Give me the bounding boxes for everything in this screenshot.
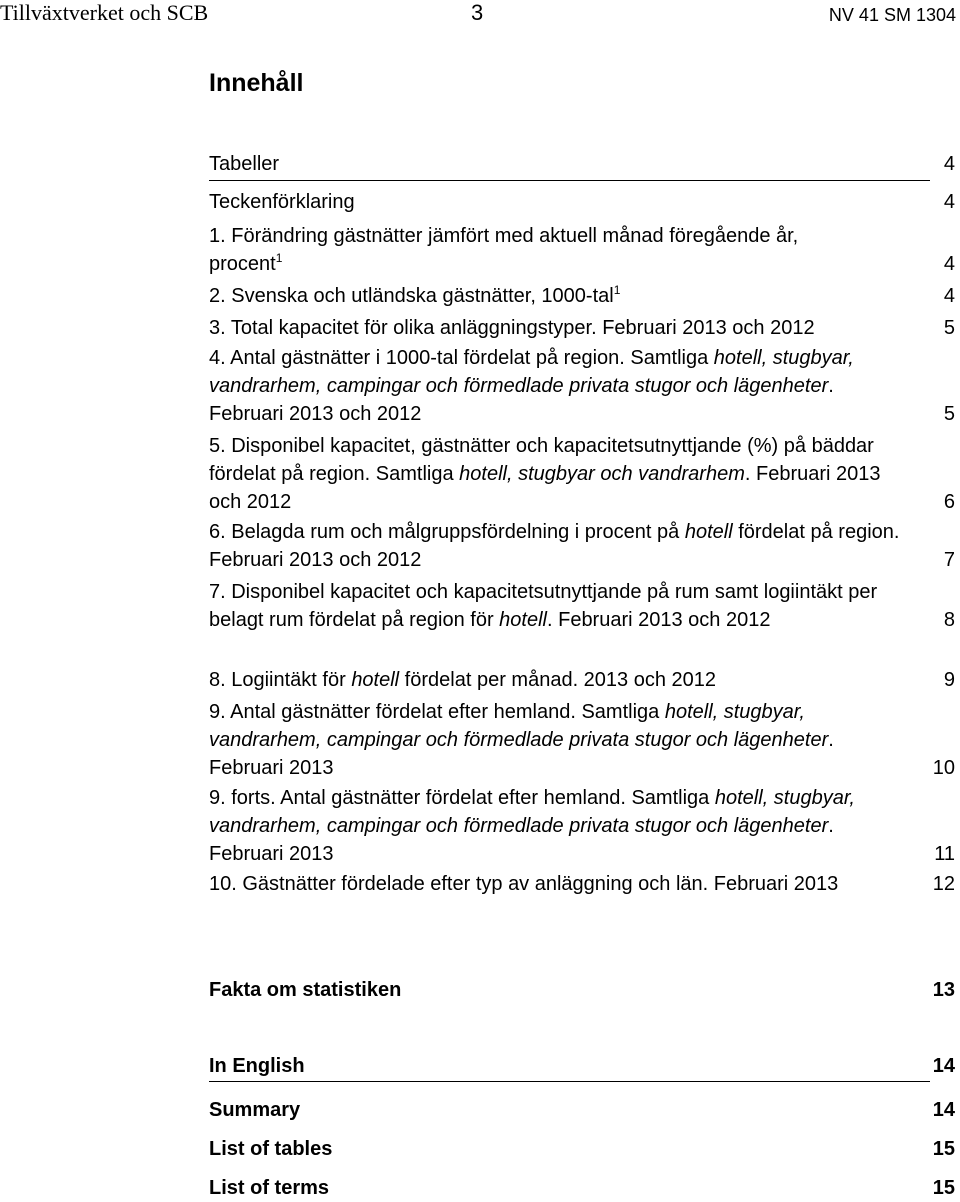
toc-entry-text: 7. Disponibel kapacitet och kapacitetsutnyttjande på rum samt logiintäkt per belagt rum fördelat på region för: [209, 581, 878, 631]
toc-entry[interactable]: [209, 432, 955, 516]
toc-entry-text-italic: hotell: [499, 609, 547, 631]
toc-entry-text: fördelat på region. Februari 2013 och 2012: [209, 521, 900, 571]
toc-page-number: 11: [934, 843, 955, 865]
toc-entry-text: 1. Förändring gästnätter jämfört med aktuell månad föregående år, procent: [209, 225, 799, 275]
toc-entry-text: . Februari 2013: [209, 729, 834, 779]
toc-page-number: 15: [932, 1138, 955, 1160]
toc-section-list-of-tables[interactable]: [209, 1135, 955, 1163]
toc-entry-text: . Februari 2013 och 2012: [209, 463, 881, 513]
toc-page-number: 8: [943, 609, 955, 631]
toc-section-label: List of tables: [209, 1138, 333, 1160]
toc-page-number: 12: [932, 873, 955, 895]
toc-entry-text: 9. forts. Antal gästnätter fördelat efter hemland. Samtliga: [209, 787, 715, 809]
toc-entry-text-italic: hotell: [684, 521, 733, 543]
header-left: Tillväxtverket och SCB: [0, 0, 209, 25]
toc-page-number: 4: [943, 153, 955, 175]
header-right: NV 41 SM 1304: [828, 5, 956, 25]
toc-entry[interactable]: [209, 344, 955, 428]
toc-entry-text: 3. Total kapacitet för olika anläggningstyper. Februari 2013 och 2012: [209, 317, 815, 339]
toc-entry-text: 4. Antal gästnätter i 1000-tal fördelat på region. Samtliga: [209, 347, 714, 369]
toc-section-english[interactable]: [209, 1052, 955, 1080]
toc-entry-text: 9. Antal gästnätter fördelat efter hemland. Samtliga: [209, 701, 665, 723]
toc-page-number: 4: [943, 253, 955, 275]
toc-entry-text: Teckenförklaring: [209, 191, 355, 213]
toc-entry[interactable]: [209, 870, 955, 898]
toc-entry-text: 8. Logiintäkt för: [209, 669, 352, 691]
section-divider: [209, 180, 930, 181]
toc-page-number: 4: [943, 191, 955, 213]
toc-page-number: 10: [932, 757, 955, 779]
header-page-number: 3: [471, 0, 484, 25]
toc-page-number: 4: [943, 285, 955, 307]
toc-entry[interactable]: [209, 784, 955, 868]
toc-entry-text-italic: hotell, stugbyar, vandrarhem, campingar och förmedlade privata stugor och lägenheter: [209, 787, 855, 837]
toc-page-number: 13: [932, 979, 955, 1001]
toc-section-label: In English: [209, 1055, 305, 1077]
toc-section-label: Summary: [209, 1099, 301, 1121]
toc-section-list-of-terms[interactable]: [209, 1174, 955, 1202]
toc-entry[interactable]: [209, 698, 955, 782]
toc-entry[interactable]: [209, 666, 955, 694]
toc-entry-text: . Februari 2013 och 2012: [209, 375, 834, 425]
toc-entry[interactable]: [209, 188, 955, 216]
toc-page-number: 15: [932, 1177, 955, 1199]
toc-section-label: Fakta om statistiken: [209, 979, 402, 1001]
toc-entry-text: . Februari 2013: [209, 815, 834, 865]
toc-entry-text: . Februari 2013 och 2012: [546, 609, 771, 631]
toc-entry-text: 6. Belagda rum och målgruppsfördelning i procent på: [209, 521, 685, 543]
page-title: Innehåll: [209, 69, 304, 97]
toc-entry[interactable]: [209, 578, 955, 634]
toc-entry[interactable]: [209, 222, 955, 278]
toc-entry-text: 10. Gästnätter fördelade efter typ av anläggning och län. Februari 2013: [209, 873, 839, 895]
toc-page-number: 6: [943, 491, 955, 513]
toc-page-number: 5: [943, 403, 955, 425]
toc-entry-text: 2. Svenska och utländska gästnätter, 1000-tal: [209, 285, 614, 307]
footnote-marker: 1: [275, 251, 283, 265]
toc-page-number: 7: [943, 549, 955, 571]
toc-page-number: 5: [943, 317, 955, 339]
toc-page-number: 14: [932, 1099, 955, 1121]
toc-entry-text-italic: hotell, stugbyar, vandrarhem, campingar och förmedlade privata stugor och lägenheter: [209, 701, 829, 751]
toc-page-number: 14: [932, 1055, 955, 1077]
toc-section-label: List of terms: [209, 1177, 330, 1199]
toc-entry[interactable]: [209, 282, 955, 310]
toc-entry[interactable]: [209, 314, 955, 342]
toc-section-tabeller[interactable]: [209, 150, 955, 178]
toc-entry-text: fördelat per månad. 2013 och 2012: [399, 669, 717, 691]
toc-section-summary[interactable]: [209, 1096, 955, 1124]
toc-page-number: 9: [943, 669, 955, 691]
toc-section-label: Tabeller: [209, 153, 280, 175]
section-divider: [209, 1081, 930, 1082]
toc-entry-text-italic: hotell, stugbyar och vandrarhem: [459, 463, 745, 485]
toc-section-fakta[interactable]: [209, 976, 955, 1004]
toc-entry-text-italic: hotell, stugbyar, vandrarhem, campingar och förmedlade privata stugor och lägenheter: [209, 347, 854, 397]
toc-entry-text-italic: hotell: [351, 669, 400, 691]
toc-entry[interactable]: [209, 518, 955, 574]
toc-entry-text: 5. Disponibel kapacitet, gästnätter och kapacitetsutnyttjande (%) på bäddar fördelat på region. Samtliga: [209, 435, 874, 485]
footnote-marker: 1: [613, 283, 621, 297]
